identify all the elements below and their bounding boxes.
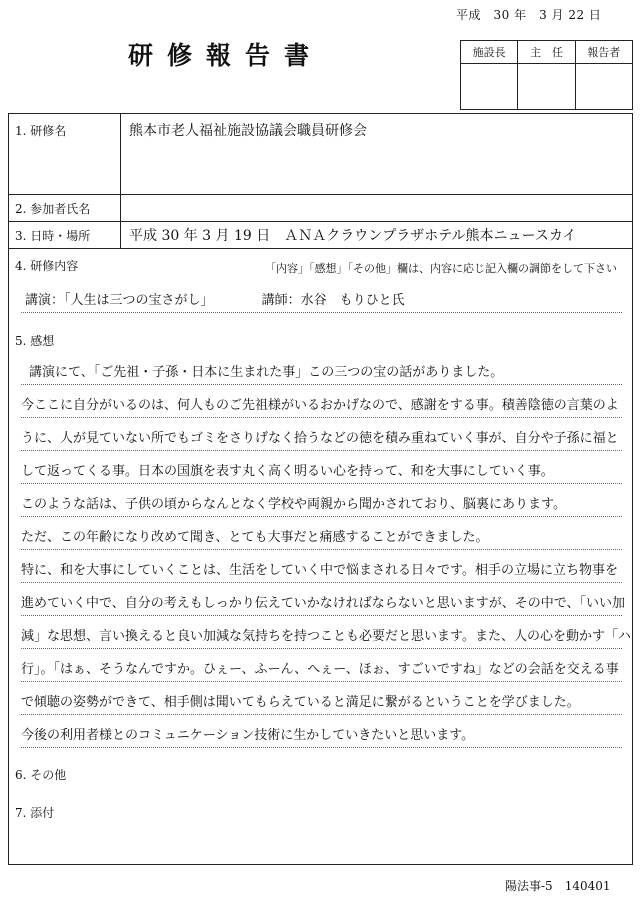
- instruction-note: 「内容」「感想」「その他」欄は、内容に応じ記入欄の調節をして下さい: [265, 262, 617, 275]
- impression-line: 特に、和を大事にしていくことは、生活をしていく中で悩まされる日々です。相手の立場に立ち物事を: [21, 560, 622, 583]
- impression-line: このような話は、子供の頃からなんとなく学校や両親から聞かされており、脳裏にあります。: [21, 494, 622, 517]
- approval-header: 報告者: [576, 41, 632, 64]
- approval-column-director: [461, 41, 517, 109]
- stamp-cell: [576, 64, 632, 109]
- approval-column-chief: [517, 41, 574, 109]
- lecture-title: 講演：「人生は三つの宝さがし」: [25, 293, 214, 308]
- lecturer-name: 講師：水谷 もりひと氏: [261, 293, 405, 308]
- participant-row: [9, 195, 632, 222]
- approval-column-reporter: [575, 41, 632, 109]
- impression-line: うに、人が見ていない所でもゴミをさりげなく拾うなどの徳を積み重ねていく事が、自分や子孫に福と: [21, 428, 622, 451]
- stamp-cell: [461, 64, 517, 109]
- impression-line: 講演にて、「ご先祖・子孫・日本に生まれた事」この三つの宝の話がありました。: [21, 362, 622, 385]
- form-code: 陽法事-5 140401: [505, 879, 611, 893]
- approval-header: 施設長: [461, 41, 517, 64]
- attachments-section-label: 7. 添付: [15, 806, 55, 820]
- impression-line: 進めていく中で、自分の考えもしっかり伝えていかなければならないと思いますが、その中で、「いい加: [21, 593, 622, 616]
- report-date: 平成 30 年 3 月 22 日: [456, 8, 602, 22]
- impression-line: ただ、この年齢になり改めて聞き、とても大事だと痛感することができました。: [21, 527, 622, 550]
- impression-line: して返ってくる事。日本の国旗を表す丸く高く明るい心を持って、和を大事にしていく事。: [21, 461, 622, 484]
- stamp-cell: [518, 64, 574, 109]
- impression-line: 今ここに自分がいるのは、何人ものご先祖様がいるおかげなので、感謝をする事。積善陰徳の言葉のよ: [21, 395, 622, 418]
- training-name-row: [9, 114, 632, 195]
- datetime-place-row: [9, 222, 632, 249]
- content-section-label: 4. 研修内容: [15, 259, 79, 273]
- lecture-line: [21, 290, 622, 313]
- impression-line: 今後の利用者様とのコミュニケーション技術に生かしていきたいと思います。: [21, 725, 622, 748]
- field-label: 3. 日時・場所: [9, 222, 121, 248]
- approval-stamp-table: [460, 40, 633, 110]
- impression-line: 行」。「はぁ、そうなんですか。ひぇー、ふーん、へぇー、ほぉ、すごいですね」などの会話を交える事: [21, 659, 622, 682]
- datetime-place-value: 平成 30 年 3 月 19 日 ＡＮＡクラウンプラザホテル熊本ニュースカイ: [129, 228, 577, 244]
- field-label: 1. 研修名: [9, 114, 121, 194]
- training-name-value: 熊本市老人福祉施設協議会職員研修会: [129, 123, 367, 139]
- others-section-label: 6. その他: [15, 768, 67, 782]
- approval-header: 主 任: [518, 41, 574, 64]
- impression-line: 減」な思想、言い換えると良い加減な気持ちを持つことも必要だと思います。また、人の心を動かす「ハ: [21, 626, 622, 649]
- page-title: 研修報告書: [128, 41, 324, 70]
- impression-line: で傾聴の姿勢ができて、相手側は聞いてもらえていると満足に繋がるということを学びました。: [21, 692, 622, 715]
- impressions-section-label: 5. 感想: [15, 334, 55, 348]
- field-label: 2. 参加者氏名: [9, 195, 121, 221]
- report-form: [8, 113, 633, 865]
